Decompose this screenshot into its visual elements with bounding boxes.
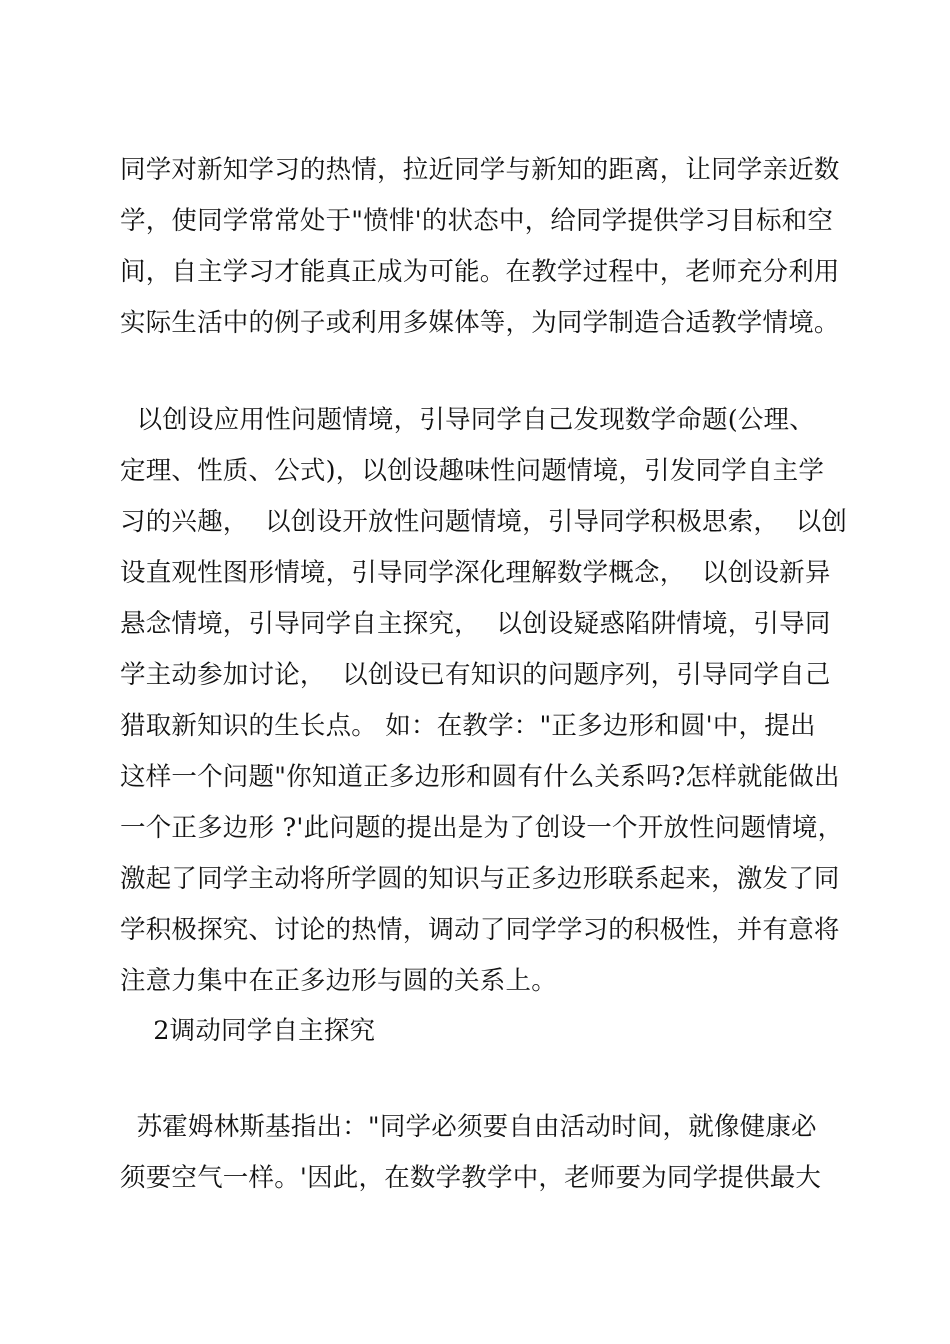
- text-line: 习的兴趣， 以创设开放性问题情境，引导同学积极思索， 以创: [120, 507, 848, 537]
- text-line: 同学对新知学习的热情，拉近同学与新知的距离，让同学亲近数: [120, 155, 840, 185]
- text-line: 学，使同学常常处于"愤悱'的状态中，给同学提供学习目标和空: [120, 206, 834, 236]
- text-line: 间，自主学习才能真正成为可能。在教学过程中，老师充分利用: [120, 257, 840, 287]
- text-line: 设直观性图形情境，引导同学深化理解数学概念， 以创设新异: [120, 558, 831, 588]
- text-line: 定理、性质、公式)，以创设趣味性问题情境，引发同学自主学: [120, 456, 825, 486]
- text-line: 这样一个问题"你知道正多边形和圆有什么关系吗?怎样就能做出: [120, 762, 840, 792]
- text-line: 学积极探究、讨论的热情，调动了同学学习的积极性，并有意将: [120, 915, 840, 945]
- section-heading: 2调动同学自主探究: [120, 1016, 376, 1046]
- text-line: 苏霍姆林斯基指出："同学必须要自由活动时间，就像健康必: [120, 1112, 817, 1142]
- text-line: 注意力集中在正多边形与圆的关系上。: [120, 966, 557, 996]
- text-line: 须要空气一样。'因此，在数学教学中，老师要为同学提供最大: [120, 1163, 822, 1193]
- text-line: 学主动参加讨论， 以创设已有知识的问题序列，引导同学自己: [120, 660, 831, 690]
- text-line: 悬念情境，引导同学自主探究， 以创设疑惑陷阱情境，引导同: [120, 609, 831, 639]
- text-line: 以创设应用性问题情境，引导同学自己发现数学命题(公理、: [120, 405, 815, 435]
- text-line: 一个正多边形 ?'此问题的提出是为了创设一个开放性问题情境，: [120, 813, 844, 843]
- text-line: 猎取新知识的生长点。 如：在教学："正多边形和圆'中，提出: [120, 711, 816, 741]
- text-line: 激起了同学主动将所学圆的知识与正多边形联系起来，激发了同: [120, 864, 840, 894]
- text-line: 实际生活中的例子或利用多媒体等，为同学制造合适教学情境。: [120, 308, 840, 338]
